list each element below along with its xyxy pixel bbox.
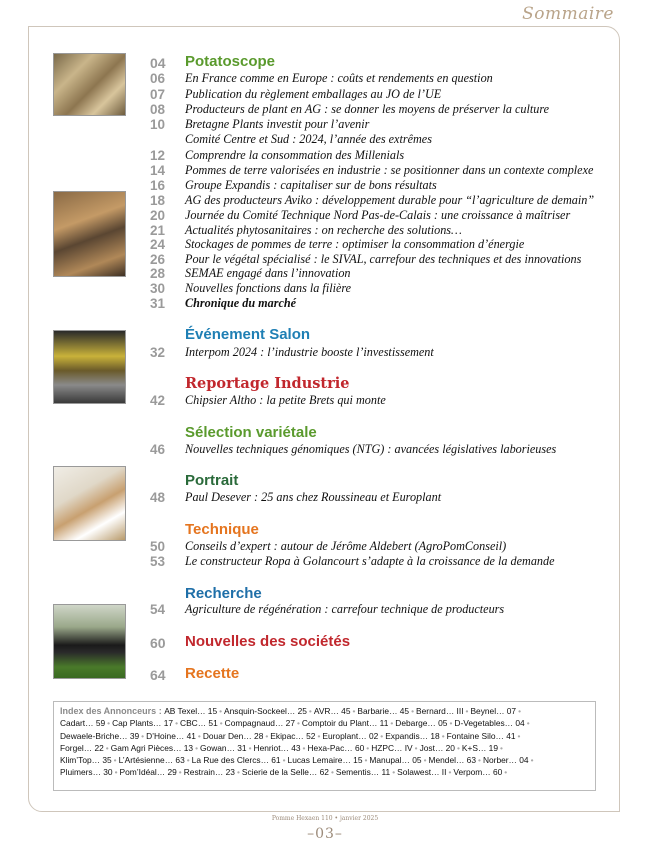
page-number-entry: 30 bbox=[150, 281, 166, 296]
advertiser-entry: Klim’Top… 35 bbox=[60, 755, 112, 766]
page-number-entry: 28 bbox=[150, 266, 166, 281]
advertiser-entry: Fontaine Silo… 41 bbox=[446, 730, 516, 741]
advertiser-entry: K+S… 19 bbox=[461, 742, 498, 753]
cows-photo bbox=[53, 604, 126, 679]
toc-entry-title[interactable]: En France comme en Europe : coûts et rendements en question bbox=[185, 71, 493, 85]
toc-entry-title[interactable]: Nouvelles techniques génomiques (NTG) : avancées législatives laborieuses bbox=[185, 442, 557, 456]
advertiser-entry: Scierie de la Selle… 62 bbox=[241, 767, 329, 778]
toc-entry-title[interactable]: Comprendre la consommation des Millenials bbox=[185, 148, 405, 162]
toc-entry-title[interactable]: AG des producteurs Aviko : développement durable pour “l’agriculture de demain” bbox=[185, 193, 595, 207]
page-number-entry: 60 bbox=[150, 635, 166, 651]
page-number-entry: 21 bbox=[150, 223, 166, 238]
section-title-evenement[interactable]: Événement Salon bbox=[185, 326, 311, 343]
advertiser-entry: Beynel… 07 bbox=[470, 706, 517, 716]
bullet-separator: • bbox=[248, 742, 252, 753]
toc-entry-title[interactable]: Nouvelles fonctions dans la filière bbox=[185, 281, 352, 295]
page-number-entry: 20 bbox=[150, 208, 166, 223]
bullet-separator: • bbox=[352, 706, 356, 716]
page-number-entry: 26 bbox=[150, 252, 166, 267]
bullet-separator: • bbox=[392, 767, 396, 778]
page-number-entry: 50 bbox=[150, 539, 166, 554]
index-line bbox=[60, 754, 589, 766]
toc-entry-title[interactable]: Publication du règlement emballages au JO de l’UE bbox=[185, 87, 442, 101]
advertiser-entry: Cap Plants… 17 bbox=[112, 718, 174, 729]
advertiser-entry: La Rue des Clercs… 61 bbox=[191, 755, 281, 766]
advertiser-entry: Hexa-Pac… 60 bbox=[307, 742, 365, 753]
section-title-selection[interactable]: Sélection variétale bbox=[185, 424, 317, 441]
page-number-entry: 46 bbox=[150, 442, 166, 457]
potatoes-photo bbox=[53, 53, 126, 116]
page-number-entry: 18 bbox=[150, 193, 166, 208]
page-number-entry: 14 bbox=[150, 163, 166, 178]
toc-entry-title[interactable]: Pommes de terre valorisées en industrie : se positionner dans un contexte complexe bbox=[185, 163, 594, 177]
advertiser-entry: CBC… 51 bbox=[180, 718, 218, 729]
page-number-entry: 08 bbox=[150, 102, 166, 117]
advertiser-entry: D-Vegetables… 04 bbox=[454, 718, 525, 729]
advertiser-entry: L’Artésienne… 63 bbox=[118, 755, 185, 766]
toc-entry-title[interactable]: Groupe Expandis : capitaliser sur de bons résultats bbox=[185, 178, 437, 192]
advertiser-entry: Sementis… 11 bbox=[335, 767, 391, 778]
advertiser-entry: Pom’Idéal… 29 bbox=[119, 767, 177, 778]
bullet-separator: • bbox=[219, 718, 223, 729]
advertiser-entry: Lucas Lemaire… 15 bbox=[287, 755, 363, 766]
toc-entry-title[interactable]: Interpom 2024 : l’industrie booste l’investissement bbox=[185, 345, 434, 359]
advertiser-entry: AVR… 45 bbox=[313, 706, 351, 716]
toc-entry-title[interactable]: Agriculture de régénération : carrefour technique de producteurs bbox=[185, 602, 505, 616]
page-number-entry: 32 bbox=[150, 345, 166, 360]
index-line bbox=[60, 717, 589, 729]
advertiser-entry: Verpom… 60 bbox=[453, 767, 503, 778]
page-number-entry: 54 bbox=[150, 602, 166, 617]
bullet-separator: • bbox=[175, 718, 179, 729]
bullet-separator: • bbox=[308, 706, 312, 716]
bullet-separator: • bbox=[195, 742, 199, 753]
page-number-entry: 42 bbox=[150, 393, 166, 408]
bullet-separator: • bbox=[330, 767, 334, 778]
index-line bbox=[60, 705, 589, 717]
section-title-technique[interactable]: Technique bbox=[185, 521, 259, 538]
bullet-separator: • bbox=[518, 706, 522, 716]
toc-entry-title[interactable]: Producteurs de plant en AG : se donner les moyens de préserver la culture bbox=[185, 102, 550, 116]
page-number-entry: 64 bbox=[150, 667, 166, 683]
page-number-entry: 53 bbox=[150, 554, 166, 569]
advertiser-entry: Ekipac… 52 bbox=[270, 730, 316, 741]
advertiser-entry: Europlant… 02 bbox=[322, 730, 379, 741]
advertiser-entry: Gowan… 31 bbox=[200, 742, 247, 753]
bullet-separator: • bbox=[366, 742, 370, 753]
bullet-separator: • bbox=[423, 755, 427, 766]
advertiser-entry: Pluimers… 30 bbox=[60, 767, 113, 778]
bullet-separator: • bbox=[317, 730, 321, 741]
page-number-entry: 16 bbox=[150, 178, 166, 193]
bullet-separator: • bbox=[197, 730, 201, 741]
toc-entry-title[interactable]: Le constructeur Ropa à Golancourt s’adapte à la croissance de la demande bbox=[185, 554, 555, 568]
advertiser-entry: Manupal… 05 bbox=[369, 755, 422, 766]
advertiser-entry: Debarge… 05 bbox=[395, 718, 448, 729]
toc-entry-title[interactable]: Conseils d’expert : autour de Jérôme Aldebert (AgroPomConseil) bbox=[185, 539, 507, 553]
bullet-separator: • bbox=[296, 718, 300, 729]
page-number-entry: 07 bbox=[150, 87, 166, 102]
advertiser-entry: Ansquin-Sockeel… 25 bbox=[224, 706, 307, 716]
advertiser-entry: Solawest… II bbox=[397, 767, 447, 778]
page-header-title: Sommaire bbox=[522, 4, 614, 24]
bullet-separator: • bbox=[114, 767, 118, 778]
advertiser-entry: Compagnaud… 27 bbox=[224, 718, 295, 729]
page-number: –03– bbox=[307, 826, 343, 842]
bullet-separator: • bbox=[302, 742, 306, 753]
advertiser-entry: D’Hoine… 41 bbox=[146, 730, 196, 741]
bullet-separator: • bbox=[530, 755, 534, 766]
advertiser-entry: Bernard… III bbox=[416, 706, 464, 716]
section-title-portrait[interactable]: Portrait bbox=[185, 472, 239, 489]
bullet-separator: • bbox=[105, 742, 109, 753]
index-line bbox=[60, 730, 589, 742]
page-number-entry: 12 bbox=[150, 148, 166, 163]
advertiser-entry: Gam Agri Pièces… 13 bbox=[110, 742, 194, 753]
page-number-entry: 24 bbox=[150, 237, 166, 252]
toc-entry-title[interactable]: Stockages de pommes de terre : optimiser la consommation d’énergie bbox=[185, 237, 525, 251]
advertiser-entry: Douar Den… 28 bbox=[202, 730, 264, 741]
footer-issue: Pomme Hexaen 110 • janvier 2025 bbox=[271, 815, 379, 822]
index-label: Index des Annonceurs : bbox=[60, 706, 165, 716]
bullet-separator: • bbox=[265, 730, 269, 741]
bullet-separator: • bbox=[517, 730, 521, 741]
salon-photo bbox=[53, 330, 126, 404]
bullet-separator: • bbox=[449, 718, 453, 729]
bullet-separator: • bbox=[500, 742, 503, 753]
advertiser-entry: Mendel… 63 bbox=[428, 755, 477, 766]
bullet-separator: • bbox=[504, 767, 508, 778]
toc-entry-title[interactable]: Journée du Comité Technique Nord Pas-de-Calais : une croissance à maîtriser bbox=[185, 208, 571, 222]
bullet-separator: • bbox=[390, 718, 394, 729]
section-title-recette[interactable]: Recette bbox=[185, 665, 240, 682]
page-number-entry: 04 bbox=[150, 55, 166, 71]
advertiser-entry: HZPC… IV bbox=[371, 742, 413, 753]
storage-photo bbox=[53, 191, 126, 277]
advertiser-entry: Expandis… 18 bbox=[385, 730, 440, 741]
section-title-nouvelles[interactable]: Nouvelles des sociétés bbox=[185, 633, 351, 650]
toc-entry-title[interactable]: Chronique du marché bbox=[185, 296, 297, 310]
section-title-recherche[interactable]: Recherche bbox=[185, 585, 262, 602]
advertiser-entry: Dewaele-Briche… 39 bbox=[60, 730, 140, 741]
bullet-separator: • bbox=[178, 767, 182, 778]
toc-entry-title[interactable]: Actualités phytosanitaires : on recherche des solutions… bbox=[185, 223, 462, 237]
bullet-separator: • bbox=[113, 755, 117, 766]
advertiser-entry: Barbarie… 45 bbox=[357, 706, 410, 716]
advertisers-index bbox=[53, 701, 596, 791]
advertiser-entry: Norber… 04 bbox=[482, 755, 529, 766]
bullet-separator: • bbox=[526, 718, 530, 729]
advertiser-entry: Henriot… 43 bbox=[253, 742, 301, 753]
advertiser-entry: AB Texel… 15 bbox=[164, 706, 218, 716]
bullet-separator: • bbox=[141, 730, 145, 741]
bullet-separator: • bbox=[186, 755, 190, 766]
toc-entry-title[interactable]: Bretagne Plants investit pour l’avenir bbox=[185, 117, 370, 131]
advertiser-entry: Restrain… 23 bbox=[183, 767, 235, 778]
bullet-separator: • bbox=[441, 730, 445, 741]
portrait-photo bbox=[53, 466, 126, 541]
advertiser-entry: Forgel… 22 bbox=[60, 742, 104, 753]
toc-entry-title[interactable]: Chipsier Altho : la petite Brets qui monte bbox=[185, 393, 386, 407]
bullet-separator: • bbox=[236, 767, 240, 778]
bullet-separator: • bbox=[219, 706, 223, 716]
advertiser-entry: Comptoir du Plant… 11 bbox=[301, 718, 389, 729]
bullet-separator: • bbox=[107, 718, 111, 729]
section-title-potatoscope[interactable]: Potatoscope bbox=[185, 53, 276, 70]
bullet-separator: • bbox=[380, 730, 384, 741]
page-number-entry: 06 bbox=[150, 71, 166, 86]
toc-entry-title[interactable]: SEMAE engagé dans l’innovation bbox=[185, 266, 351, 280]
bullet-separator: • bbox=[456, 742, 460, 753]
bullet-separator: • bbox=[465, 706, 469, 716]
bullet-separator: • bbox=[411, 706, 415, 716]
page-number-entry: 48 bbox=[150, 490, 166, 505]
toc-entry-title[interactable]: Paul Desever : 25 ans chez Roussineau et Europlant bbox=[185, 490, 442, 504]
bullet-separator: • bbox=[282, 755, 286, 766]
index-line bbox=[60, 742, 589, 754]
index-line bbox=[60, 766, 589, 778]
advertiser-entry: Jost… 20 bbox=[419, 742, 455, 753]
section-title-reportage[interactable]: Reportage Industrie bbox=[185, 375, 350, 392]
advertiser-entry: Cadart… 59 bbox=[60, 718, 106, 729]
bullet-separator: • bbox=[478, 755, 481, 766]
toc-entry-title[interactable]: Comité Centre et Sud : 2024, l’année des extrêmes bbox=[185, 132, 432, 146]
page-number-entry: 10 bbox=[150, 117, 166, 132]
toc-entry-title[interactable]: Pour le végétal spécialisé : le SIVAL, carrefour des techniques et des innovations bbox=[185, 252, 582, 266]
bullet-separator: • bbox=[364, 755, 368, 766]
bullet-separator: • bbox=[414, 742, 418, 753]
page-number-entry: 31 bbox=[150, 296, 166, 311]
bullet-separator: • bbox=[448, 767, 452, 778]
